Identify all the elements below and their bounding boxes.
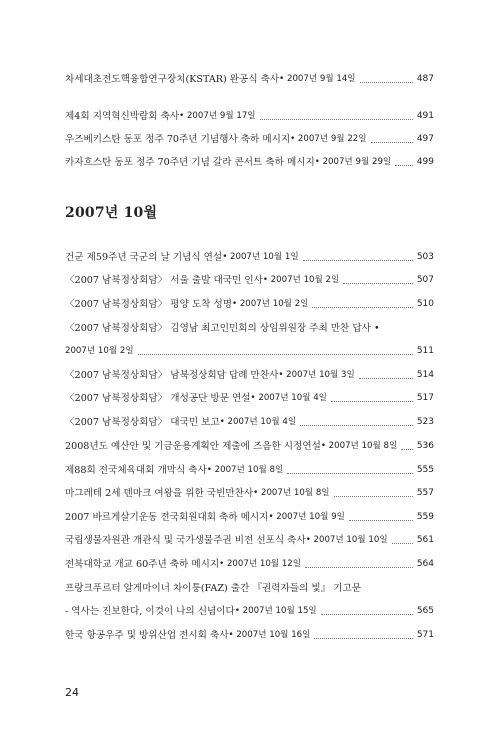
entry-title: 〈2007 남북정상회담〉 김영남 최고인민회의 상임위원장 주최 만찬 답사 • [65, 323, 380, 334]
entry-title: 차세대초전도핵융합연구장치(KSTAR) 완공식 축사 [65, 74, 280, 85]
entry-page: 510 [416, 299, 434, 309]
toc-entry [65, 461, 434, 477]
entry-date: • 2007년 9월 17일 [179, 111, 256, 121]
entry-page: 514 [416, 370, 434, 380]
entry-date: • 2007년 10월 16일 [228, 630, 311, 640]
toc-entry [65, 602, 434, 618]
dot-leader [312, 307, 412, 308]
entry-page: 571 [416, 630, 434, 640]
entry-date: • 2007년 10월 10일 [305, 535, 388, 545]
entry-date: • 2007년 10월 4일 [250, 393, 327, 403]
entry-page: 503 [416, 252, 434, 262]
entry-title: 프랑크푸르터 알게마이너 차이퉁(FAZ) 출간 『권력자들의 빛』 기고문 [65, 583, 362, 594]
entry-page: 507 [416, 275, 434, 285]
entry-title: 한국 항공우주 및 방위산업 전시회 축사 [65, 630, 229, 641]
entry-page: 561 [416, 535, 434, 545]
entry-title: 우즈베키스탄 동포 정주 70주년 기념행사 축하 메시지 [65, 134, 291, 145]
entry-date: • 2007년 9월 14일 [279, 74, 356, 84]
entry-title: 〈2007 남북정상회담〉 서울 출발 대국민 인사 [65, 275, 263, 286]
entry-title: 건군 제59주년 국군의 날 기념식 연설 [65, 252, 223, 263]
entry-date: • 2007년 10월 4일 [219, 417, 297, 427]
entry-page: 557 [416, 488, 434, 498]
toc-entry [65, 319, 434, 335]
toc-entry [65, 389, 434, 405]
entry-date: • 2007년 10월 12일 [219, 559, 302, 569]
entry-page: 523 [416, 417, 434, 427]
dot-leader [395, 165, 413, 166]
entry-page: 497 [416, 134, 434, 144]
toc-entry [65, 366, 434, 382]
entry-date: • 2007년 10월 8일 [206, 465, 284, 475]
entry-date: • 2007년 9월 22일 [290, 134, 367, 144]
toc-entry [65, 508, 434, 524]
entry-page: 565 [416, 606, 434, 616]
toc-entry [65, 153, 434, 169]
entry-date: • 2007년 10월 3일 [278, 370, 355, 380]
dot-leader [359, 378, 413, 379]
dot-leader [360, 82, 413, 83]
dot-leader [260, 119, 413, 120]
dot-leader [343, 283, 412, 284]
dot-leader [321, 614, 413, 615]
entry-page: 487 [416, 74, 434, 84]
entry-date: • 2007년 9월 29일 [314, 157, 392, 167]
toc-entry [65, 342, 434, 358]
dot-leader [349, 520, 413, 521]
toc-entry [65, 555, 434, 571]
toc-entry [65, 295, 434, 311]
entry-page: 517 [416, 393, 434, 403]
toc-entry [65, 70, 434, 86]
entry-title: 2007 바르게살기운동 전국회원대회 축하 메시지 [65, 512, 269, 523]
dot-leader [303, 260, 413, 261]
dot-leader [314, 638, 412, 639]
entry-title: 카자흐스탄 동포 정주 70주년 기념 갈라 콘서트 축하 메시지 [65, 157, 315, 168]
toc-entry [65, 531, 434, 547]
entry-title: 전북대학교 개교 60주년 축하 메시지 [65, 559, 220, 570]
dot-leader [287, 473, 413, 474]
entry-date: • 2007년 10월 1일 [222, 252, 299, 262]
entry-title: - 역사는 진보한다, 이것이 나의 신념이다 [65, 606, 235, 617]
toc-entry [65, 248, 434, 264]
entry-date: • 2007년 10월 2일 [262, 275, 340, 285]
toc-entry [65, 437, 434, 453]
toc-entry [65, 626, 434, 642]
entry-page: 491 [416, 111, 434, 121]
entry-date: • 2007년 10월 9일 [268, 512, 345, 522]
dot-leader [392, 543, 413, 544]
dot-leader [138, 354, 413, 355]
entry-title: 〈2007 남북정상회담〉 개성공단 방문 연설 [65, 393, 251, 404]
entry-page: 555 [416, 465, 434, 475]
dot-leader [300, 425, 413, 426]
toc-entry [65, 484, 434, 500]
page-number: 24 [65, 686, 79, 699]
entry-date: 2007년 10월 2일 [65, 346, 134, 356]
entry-title: 제88회 전국체육대회 개막식 축사 [65, 465, 207, 476]
entry-title: 마그레테 2세 덴마크 여왕을 위한 국빈만찬사 [65, 488, 254, 499]
entry-title: 국립생물자원관 개관식 및 국가생물주권 비전 선포식 축사 [65, 535, 306, 546]
entry-page: 499 [416, 157, 434, 167]
entry-page: 511 [416, 346, 434, 356]
toc-entry [65, 130, 434, 146]
entry-title: 〈2007 남북정상회담〉 대국민 보고 [65, 417, 220, 428]
entry-date: • 2007년 10월 2일 [232, 299, 309, 309]
section-title: 2007년 10월 [65, 205, 158, 221]
entry-page: 536 [416, 441, 434, 451]
entry-date: • 2007년 10월 8일 [320, 441, 398, 451]
toc-entry [65, 107, 434, 123]
entry-date: • 2007년 10월 15일 [234, 606, 317, 616]
entry-title: 2008년도 예산안 및 기금운용계획안 제출에 즈음한 시정연설 [65, 441, 321, 452]
toc-entry [65, 271, 434, 287]
dot-leader [331, 401, 413, 402]
dot-leader [334, 496, 413, 497]
entry-title: 〈2007 남북정상회담〉 평양 도착 성명 [65, 299, 233, 310]
entry-page: 559 [416, 512, 434, 522]
dot-leader [371, 142, 413, 143]
entry-date: • 2007년 10월 8일 [253, 488, 330, 498]
entry-title: 제4회 지역혁신박람회 축사 [65, 111, 180, 122]
entry-title: 〈2007 남북정상회담〉 남북정상회담 답례 만찬사 [65, 370, 279, 381]
toc-entry [65, 579, 434, 595]
dot-leader [305, 567, 413, 568]
dot-leader [401, 449, 412, 450]
entry-page: 564 [416, 559, 434, 569]
toc-entry [65, 413, 434, 429]
